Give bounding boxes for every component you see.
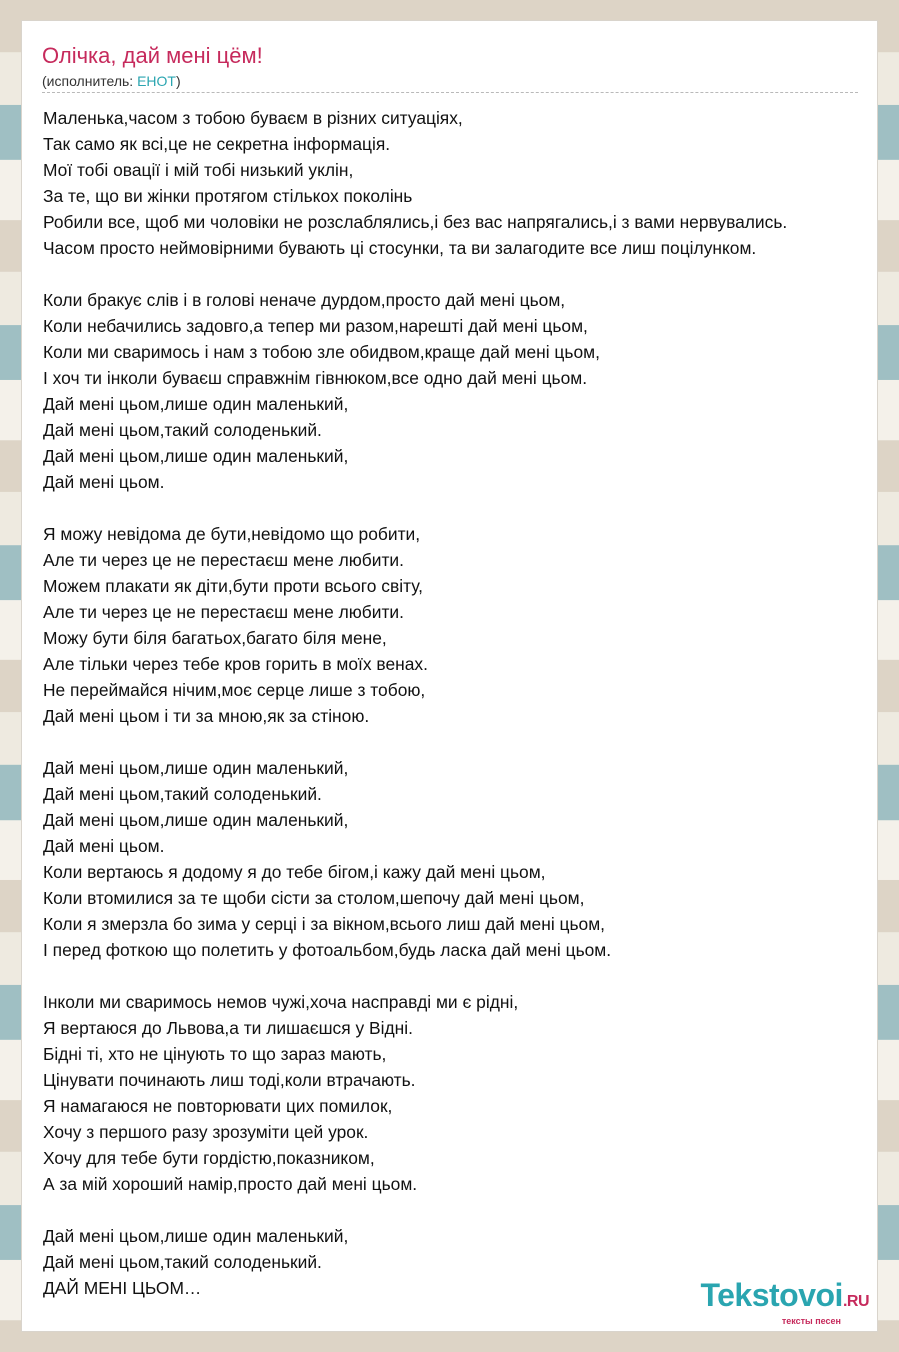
lyric-line: Я вертаюся до Львова,а ти лишаєшся у Відні. bbox=[43, 1018, 413, 1038]
lyric-line: Я можу невідома де бути,невідомо що робити, bbox=[43, 524, 421, 544]
lyric-line: Не переймайся нічим,моє серце лише з тобою, bbox=[43, 680, 426, 700]
lyric-line: Дай мені цьом,лише один маленький, bbox=[43, 810, 349, 830]
lyrics-card bbox=[22, 21, 877, 1331]
lyric-line: Дай мені цьом,лише один маленький, bbox=[43, 446, 349, 466]
logo-main-text: Tekstovoi bbox=[700, 1277, 843, 1313]
lyric-line: А за мій хороший намір,просто дай мені цьом. bbox=[43, 1174, 418, 1194]
lyric-line: Дай мені цьом. bbox=[43, 472, 165, 492]
lyric-line: Коли небачились задовго,а тепер ми разом,нарешті дай мені цьом, bbox=[43, 316, 588, 336]
lyric-line: Дай мені цьом,лише один маленький, bbox=[43, 758, 349, 778]
logo-tagline: тексты песен bbox=[781, 1316, 841, 1326]
lyric-line: Дай мені цьом,такий солоденький. bbox=[43, 784, 322, 804]
lyric-line: Дай мені цьом і ти за мною,як за стіною. bbox=[43, 706, 370, 726]
lyric-line: Але тільки через тебе кров горить в моїх венах. bbox=[43, 654, 428, 674]
lyric-line: Так само як всі,це не секретна інформація. bbox=[43, 134, 391, 154]
site-logo[interactable] bbox=[700, 1279, 869, 1326]
lyrics-text bbox=[43, 105, 899, 1301]
lyric-line: Дай мені цьом,лише один маленький, bbox=[43, 394, 349, 414]
lyric-line: Робили все, щоб ми чоловіки не розслаблялись,і без вас напрягались,і з вами нервувались. bbox=[43, 212, 788, 232]
logo-domain: .RU bbox=[842, 1293, 869, 1310]
lyric-line: Бідні ті, хто не цінують то що зараз мають, bbox=[43, 1044, 387, 1064]
lyric-line: Дай мені цьом. bbox=[43, 836, 165, 856]
lyric-line: Часом просто неймовірними бувають ці стосунки, та ви залагодите все лиш поцілунком. bbox=[43, 238, 757, 258]
lyric-line: Коли я змерзла бо зима у серці і за вікном,всього лиш дай мені цьом, bbox=[43, 914, 606, 934]
lyric-line: Маленька,часом з тобою буваєм в різних ситуаціях, bbox=[43, 108, 463, 128]
lyric-line: І хоч ти інколи буваєш справжнім гівнюком,все одно дай мені цьом. bbox=[43, 368, 588, 388]
lyric-line: Цінувати починають лиш тоді,коли втрачають. bbox=[43, 1070, 416, 1090]
lyric-line: Дай мені цьом,такий солоденький. bbox=[43, 420, 322, 440]
lyric-line: Дай мені цьом,лише один маленький, bbox=[43, 1226, 349, 1246]
artist-link[interactable]: ЕНОТ bbox=[137, 73, 176, 89]
lyric-line: Але ти через це не перестаєш мене любити. bbox=[43, 602, 404, 622]
stanza-break bbox=[43, 963, 899, 989]
lyric-line: Мої тобі овації і мій тобі низький уклін, bbox=[43, 160, 354, 180]
stanza-break bbox=[43, 729, 899, 755]
lyric-line: Коли вертаюсь я додому я до тебе бігом,і кажу дай мені цьом, bbox=[43, 862, 546, 882]
lyric-line: Коли бракує слів і в голові неначе дурдом,просто дай мені цьом, bbox=[43, 290, 566, 310]
lyric-line: І перед фоткою що полетить у фотоальбом,будь ласка дай мені цьом. bbox=[43, 940, 612, 960]
lyric-line: Інколи ми сваримось немов чужі,хоча насправді ми є рідні, bbox=[43, 992, 519, 1012]
title-divider bbox=[42, 92, 858, 93]
stanza-break bbox=[43, 261, 899, 287]
lyric-line: Коли ми сваримось і нам з тобою зле обидвом,краще дай мені цьом, bbox=[43, 342, 600, 362]
lyric-line: Можу бути біля багатьох,багато біля мене, bbox=[43, 628, 387, 648]
artist-line bbox=[42, 73, 181, 89]
lyric-line: Дай мені цьом,такий солоденький. bbox=[43, 1252, 322, 1272]
lyric-line: Хочу з першого разу зрозуміти цей урок. bbox=[43, 1122, 369, 1142]
song-title: Олічка, дай мені цём! bbox=[42, 43, 263, 68]
lyric-line: Хочу для тебе бути гордістю,показником, bbox=[43, 1148, 375, 1168]
lyric-line: За те, що ви жінки протягом стількох поколінь bbox=[43, 186, 413, 206]
lyric-line: Коли втомилися за те щоби сісти за столом,шепочу дай мені цьом, bbox=[43, 888, 585, 908]
lyric-line: ДАЙ МЕНІ ЦЬОМ… bbox=[43, 1278, 202, 1298]
artist-prefix: (исполнитель: bbox=[42, 73, 138, 89]
artist-suffix: ) bbox=[175, 73, 181, 89]
stanza-break bbox=[43, 495, 899, 521]
lyric-line: Я намагаюся не повторювати цих помилок, bbox=[43, 1096, 393, 1116]
stanza-break bbox=[43, 1197, 899, 1223]
lyric-line: Але ти через це не перестаєш мене любити. bbox=[43, 550, 404, 570]
lyric-line: Можем плакати як діти,бути проти всього світу, bbox=[43, 576, 424, 596]
